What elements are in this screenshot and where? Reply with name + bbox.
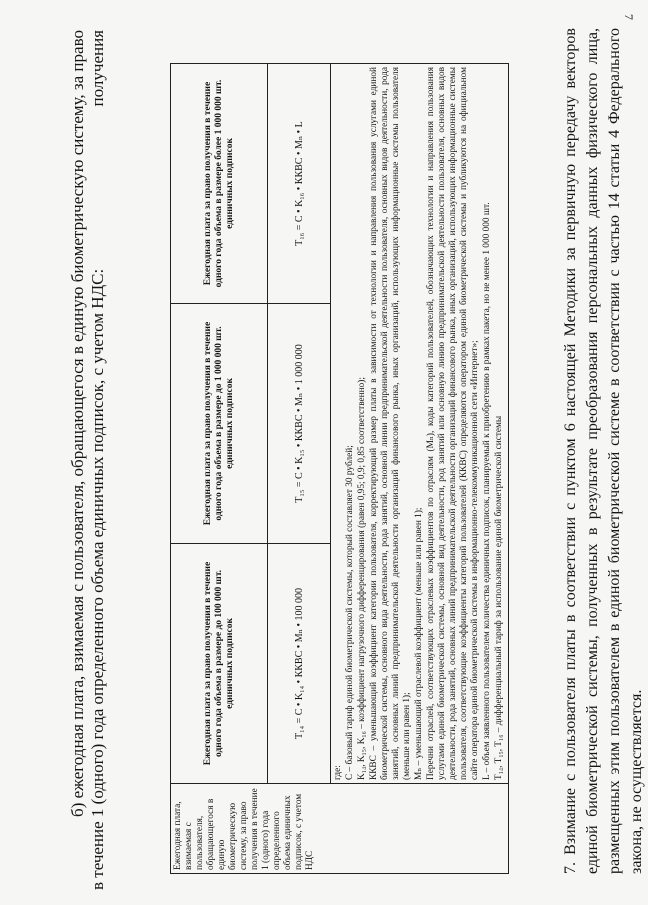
rotated-page xyxy=(20,10,645,890)
explanation-line: L – объем заявленного пользователем количества единичных подписок, планируемый к приобретению в рамках пакета, но не менее 1 000 000 шт. xyxy=(482,202,492,780)
table-row xyxy=(171,64,268,874)
section-heading-line-2: в течение 1 (одного) года определенного объема единичных подписок, с учетом НДС: xyxy=(88,268,107,890)
fee-table xyxy=(170,63,509,874)
header-cell-up-to-100000: Ежегодная плата за право получения в течение одного года объема в размере до 100 000 шт. единичных подписок xyxy=(171,544,268,784)
explanation-line: ККВС – уменьшающий коэффициент категории пользователя, корректирующий размер платы в зависимости от технологии и направления пользования услугами единой биометрической системы, основного вида деятельности, рода занятий, основной линии предпринимательской деятельности пользователя, основных видов деятельности, рода занятий, основных линий предпринимательской деятельности организаций финансового рынка, иных организаций, использующих информационные системы пользователя (меньше или равен 1); xyxy=(369,67,412,780)
formula-t15: T₁₅ = C • K₁₅ • ККВС • Mₙ • 1 000 000 xyxy=(268,304,331,544)
section-heading-line-1: б) ежегодная плата, взимаемая с пользователя, обращающегося в единую биометрическую систему, за право получения xyxy=(68,30,107,817)
formula-t14: T₁₄ = C • K₁₄ • ККВС • Mₙ • 100 000 xyxy=(268,544,331,784)
explanation-line: Mₙ – уменьшающий отраслевой коэффициент (меньше или равен 1); xyxy=(414,507,424,780)
header-cell-over-1000000: Ежегодная плата за право получения в течение одного года объема в размере более 1 000 000 шт. единичных подписок xyxy=(171,64,268,304)
formula-t16: T₁₆ = C • K₁₆ • ККВС • Mₙ • L xyxy=(268,64,331,304)
explanation-line: где: xyxy=(333,765,343,780)
explanation-line: T₁₄, T₁₅, T₁₆ – дифференциальный тариф за использование единой биометрической системы xyxy=(494,415,504,780)
explanation-line: C – базовый тариф единой биометрической системы, который составляет 30 рублей; xyxy=(345,445,355,780)
explanation-line: Перечни отраслей, соответствующих отраслевых коэффициентов по отраслям (Mₙ), коды категорий пользователей, обозначающих технологии и направления пользования услугами единой биометрической системы, основной вид деятельности, род занятий или основную линию предпринимательской деятельности пользователя, основных видов деятельности, рода занятий, основных линий предпринимательской деятельности организаций финансового рынка, иных организаций, использующих информационные системы пользователя, соответствующие коэффициенты категорий пользователей (ККВС) определяются оператором единой биометрической системы и публикуются на официальном сайте оператора единой биометрической системы в информационно-телекоммуникационной сети «Интернет»; xyxy=(426,67,480,780)
explanation-line: K₁₄, K₁₅, K₁₆ – коэффициент нагрузочного дифференцирования (равен 0,95; 0,9; 0,85 соответственно); xyxy=(357,377,367,780)
header-cell-up-to-1000000: Ежегодная плата за право получения в течение одного года объема в размере до 1 000 000 шт. единичных подписок xyxy=(171,304,268,544)
page-number: 7 xyxy=(622,14,636,20)
table-row xyxy=(268,64,331,874)
table-row xyxy=(331,64,509,874)
row-label-cell: Ежегодная плата, взимаемая с пользователя, обращающегося в единую биометрическую систему, за право получения в течение 1 (одного) года определенного объема единичных подписок, с учетом НДС xyxy=(171,784,509,874)
paragraph-7: 7. Взимание с пользователя платы в соответствии с пунктом 6 настоящей Методики за первичную передачу векторов единой биометрической системы, полученных в результате преобразования персональных данных физического лица, размещенных этим пользователем в единой биометрической системе в соответствии с частью 14 статьи 4 Федерального закона, не осуществляется. xyxy=(562,28,645,874)
explanation-cell xyxy=(331,64,509,784)
